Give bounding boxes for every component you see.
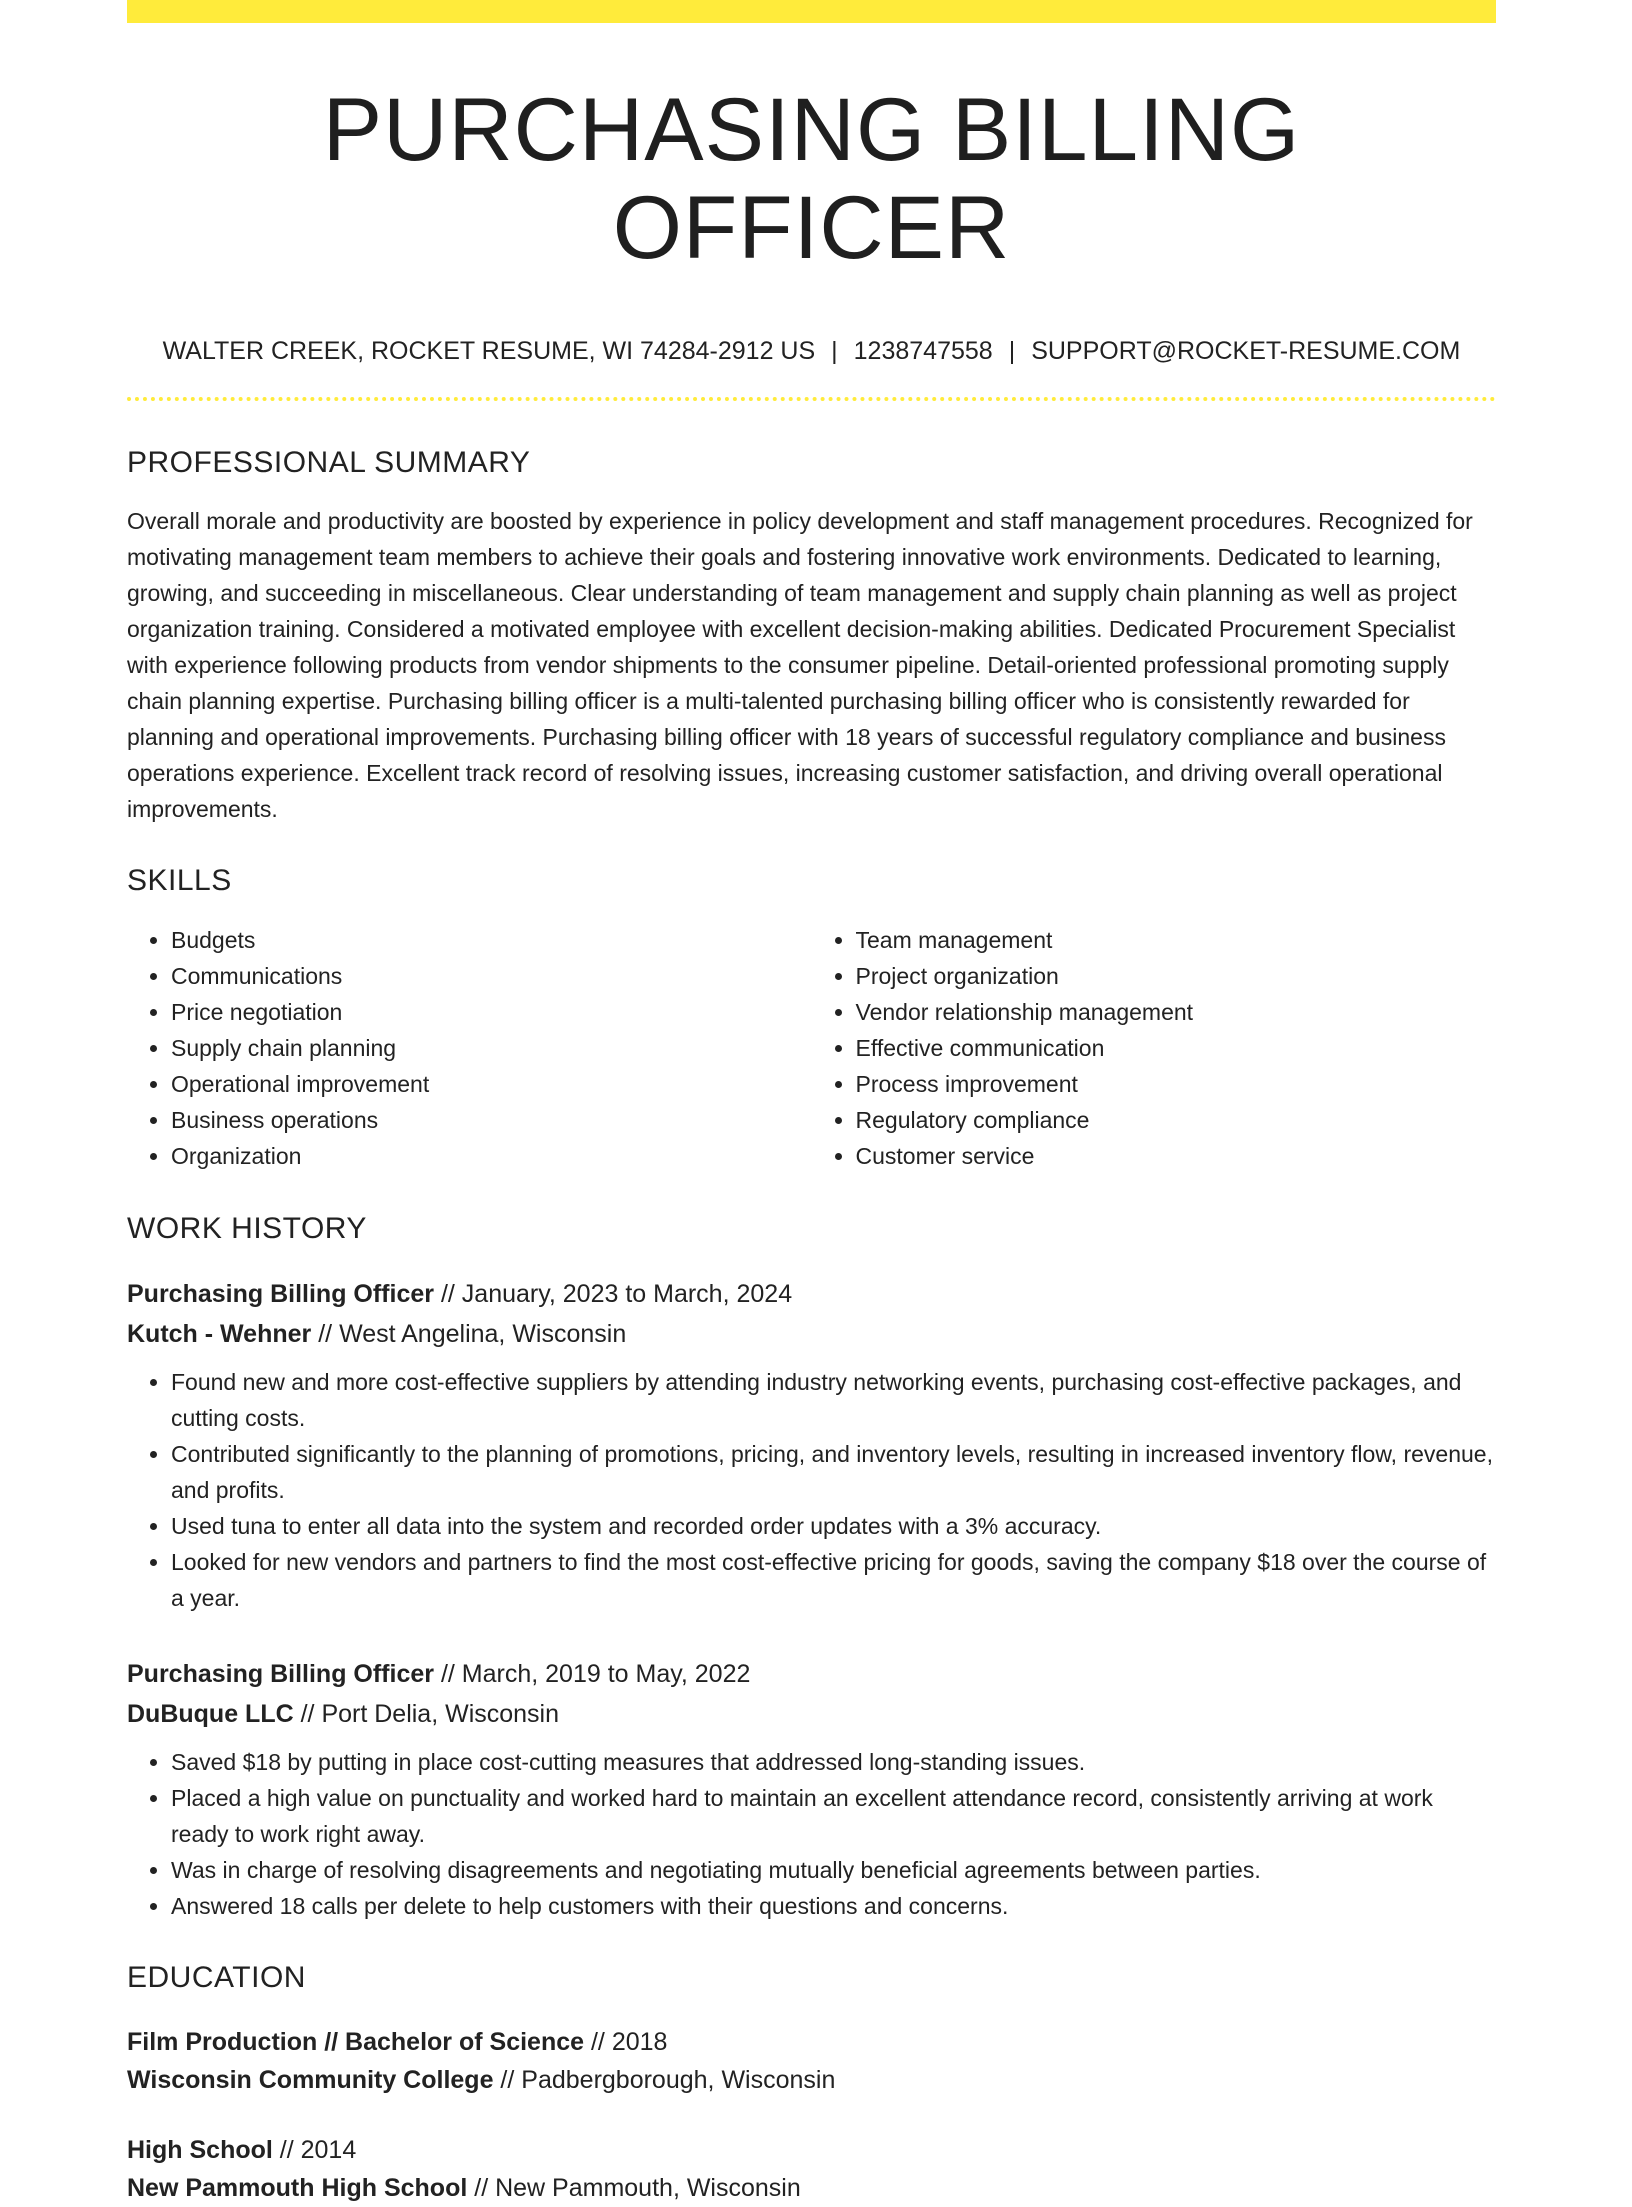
education-degree-line (127, 2023, 1496, 2061)
job-bullets (127, 1744, 1496, 1924)
job-bullet: • Saved $18 by putting in place cost-cutting measures that addressed long-standing issues. (171, 1744, 1496, 1780)
header-divider (127, 397, 1496, 401)
skill-item: • Project organization (856, 958, 1497, 994)
education-school-line (127, 2061, 1496, 2099)
job-bullet: • Used tuna to enter all data into the system and recorded order updates with a 3% accuracy. (171, 1508, 1496, 1544)
job-dates: January, 2023 to March, 2024 (461, 1280, 793, 1309)
job-company-line (127, 1314, 1496, 1354)
skill-item: • Customer service (856, 1138, 1497, 1174)
field-separator: // (434, 1280, 462, 1309)
field-separator: // (272, 2136, 301, 2165)
education-degree: High School (127, 2136, 273, 2165)
skill-item: • Effective communication (856, 1030, 1497, 1066)
resume-page (127, 0, 1496, 2207)
skill-item: • Price negotiation (171, 994, 812, 1030)
skill-item: • Process improvement (856, 1066, 1497, 1102)
education-school: Wisconsin Community College (127, 2066, 494, 2095)
education-degree-line (127, 2131, 1496, 2169)
skill-item: • Team management (856, 922, 1497, 958)
job-bullet: • Found new and more cost-effective suppliers by attending industry networking events, purchasing cost-effective packages, and cutting costs. (171, 1364, 1496, 1436)
job-entry (127, 1654, 1496, 1924)
skill-item: • Business operations (171, 1102, 812, 1138)
contact-separator: | (1008, 336, 1016, 365)
education-degree: Film Production // Bachelor of Science (127, 2028, 585, 2057)
job-title-line (127, 1274, 1496, 1314)
summary-heading: PROFESSIONAL SUMMARY (127, 446, 531, 480)
field-separator: // (584, 2028, 612, 2057)
skill-item: • Operational improvement (171, 1066, 812, 1102)
skill-item: • Regulatory compliance (856, 1102, 1497, 1138)
job-bullet: • Contributed significantly to the planning of promotions, pricing, and inventory levels, resulting in increased inventory flow, revenue, and profits. (171, 1436, 1496, 1508)
job-company-line (127, 1694, 1496, 1734)
resume-title: PURCHASING BILLING OFFICER (322, 79, 1301, 277)
skills-column-left (127, 922, 812, 1174)
skill-item: • Supply chain planning (171, 1030, 812, 1066)
job-dates: March, 2019 to May, 2022 (461, 1660, 751, 1689)
skill-item: • Vendor relationship management (856, 994, 1497, 1030)
contact-line (127, 335, 1496, 368)
job-title: Purchasing Billing Officer (127, 1660, 434, 1689)
job-location: Port Delia, Wisconsin (321, 1700, 560, 1729)
contact-phone: 1238747558 (853, 336, 993, 365)
education-school-line (127, 2169, 1496, 2207)
job-bullet: • Looked for new vendors and partners to find the most cost-effective pricing for goods, saving the company $18 over the course of a year. (171, 1544, 1496, 1616)
field-separator: // (434, 1660, 462, 1689)
education-location: New Pammouth, Wisconsin (495, 2174, 801, 2203)
education-school: New Pammouth High School (127, 2174, 468, 2203)
education-year: 2018 (611, 2028, 668, 2057)
education-year: 2014 (300, 2136, 357, 2165)
education-heading: EDUCATION (127, 1961, 306, 1995)
job-title: Purchasing Billing Officer (127, 1280, 434, 1309)
education-entry (127, 2131, 1496, 2207)
job-location: West Angelina, Wisconsin (339, 1320, 627, 1349)
education-entry (127, 2023, 1496, 2099)
job-entry (127, 1274, 1496, 1616)
education-location: Padbergborough, Wisconsin (521, 2066, 836, 2095)
skills-heading: SKILLS (127, 864, 232, 898)
accent-top-bar (127, 0, 1496, 23)
job-company: DuBuque LLC (127, 1700, 294, 1729)
job-title-line (127, 1654, 1496, 1694)
field-separator: // (467, 2174, 496, 2203)
contact-separator: | (831, 336, 838, 365)
contact-email: SUPPORT@ROCKET-RESUME.COM (1031, 336, 1461, 365)
skill-item: • Organization (171, 1138, 812, 1174)
field-separator: // (311, 1320, 340, 1349)
skills-column-right (812, 922, 1497, 1174)
summary-text: Overall morale and productivity are boosted by experience in policy development and staff management procedures. Recognized for motivating management team members to achieve their goals and fostering innovative work environments. Dedicated to learning, growing, and succeeding in miscellaneous. Clear understanding of team management and supply chain planning as well as project organization training. Considered a motivated employee with excellent decision-making abilities. Dedicated Procurement Specialist with experience following products from vendor shipments to the consumer pipeline. Detail-oriented professional promoting supply chain planning expertise. Purchasing billing officer is a multi-talented purchasing billing officer who is consistently rewarded for planning and operational improvements. Purchasing billing officer with 18 years of successful regulatory compliance and business operations experience. Excellent track record of resolving issues, increasing customer satisfaction, and driving overall operational improvements. (127, 508, 1473, 823)
contact-address: WALTER CREEK, ROCKET RESUME, WI 74284-2912 US (162, 336, 816, 365)
field-separator: // (493, 2066, 522, 2095)
field-separator: // (293, 1700, 322, 1729)
job-bullet: • Answered 18 calls per delete to help customers with their questions and concerns. (171, 1888, 1496, 1924)
job-bullet: • Placed a high value on punctuality and worked hard to maintain an excellent attendance record, consistently arriving at work ready to work right away. (171, 1780, 1496, 1852)
job-bullet: • Was in charge of resolving disagreements and negotiating mutually beneficial agreements between parties. (171, 1852, 1496, 1888)
job-company: Kutch - Wehner (127, 1320, 312, 1349)
skill-item: • Budgets (171, 922, 812, 958)
skill-item: • Communications (171, 958, 812, 994)
work-history-heading: WORK HISTORY (127, 1212, 367, 1246)
skills-list (127, 922, 1496, 1174)
job-bullets (127, 1364, 1496, 1616)
